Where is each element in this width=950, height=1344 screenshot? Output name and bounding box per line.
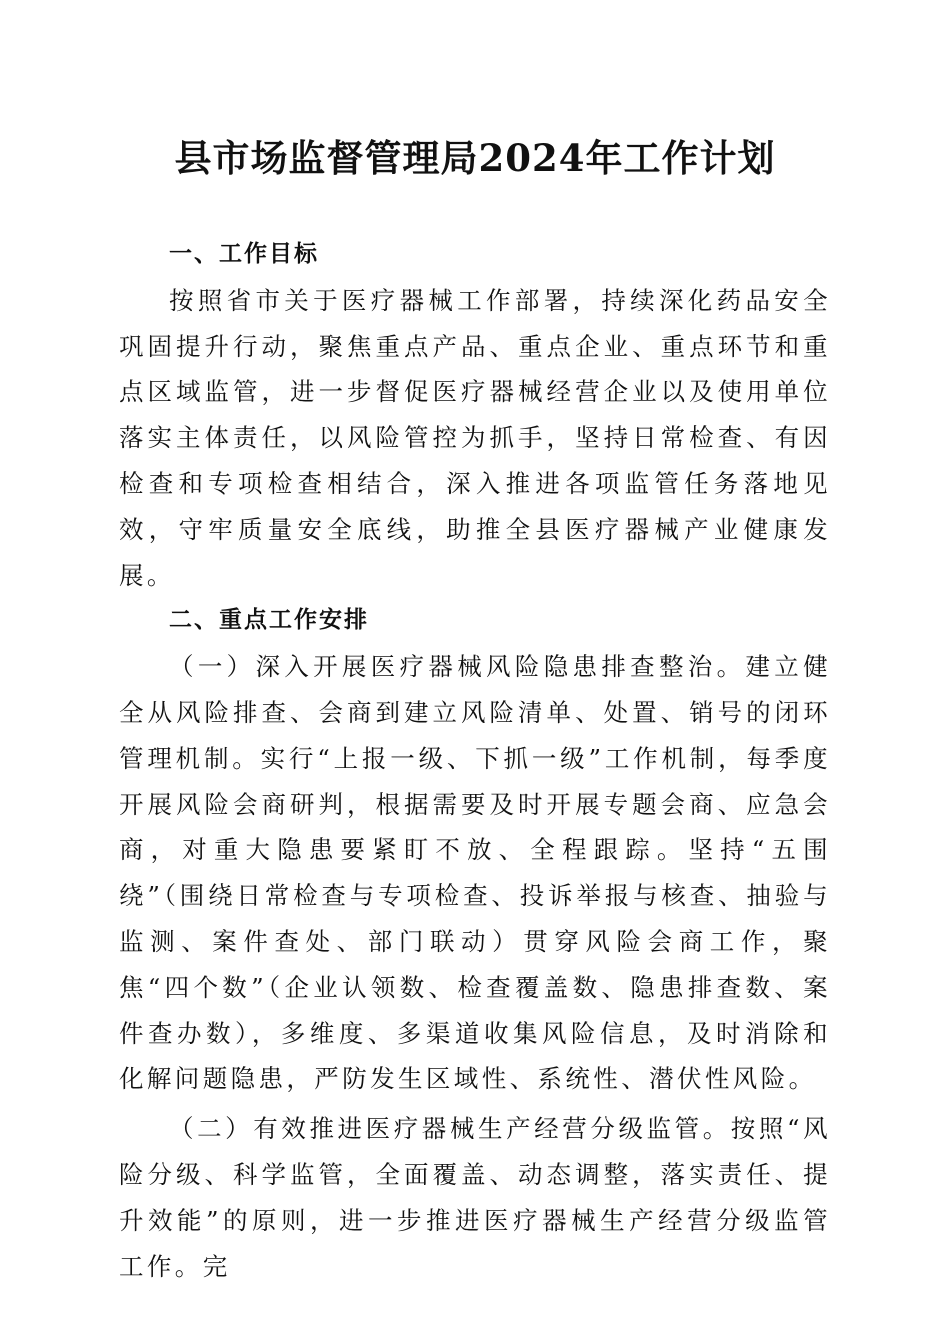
document-title: 县市场监督管理局2024年工作计划 bbox=[174, 136, 776, 180]
paragraph-goals: 按照省市关于医疗器械工作部署，持续深化药品安全巩固提升行动，聚焦重点产品、重点企业、重点环节和重点区域监管，进一步督促医疗器械经营企业以及使用单位落实主体责任，以风险管控为抓手，坚持日常检查、有因检查和专项检查相结合，深入推进各项监管任务落地见效，守牢质量安全底线，助推全县医疗器械产业健康发展。 bbox=[119, 285, 831, 590]
section-heading-key-work: 二、重点工作安排 bbox=[169, 607, 369, 634]
paragraph-graded-supervision: （二）有效推进医疗器械生产经营分级监管。按照“风险分级、科学监管，全面覆盖、动态调整，落实责任、提升效能”的原则，进一步推进医疗器械生产经营分级监管工作。完 bbox=[119, 1114, 831, 1281]
document-body bbox=[119, 232, 831, 1289]
paragraph-risk-screening: （一）深入开展医疗器械风险隐患排查整治。建立健全从风险排查、会商到建立风险清单、处置、销号的闭环管理机制。实行“上报一级、下抓一级”工作机制，每季度开展风险会商研判，根据需要及时开展专题会商、应急会商，对重大隐患要紧盯不放、全程跟踪。坚持“五围绕”（围绕日常检查与专项检查、投诉举报与核查、抽验与监测、案件查处、部门联动）贯穿风险会商工作，聚焦“四个数”（企业认领数、检查覆盖数、隐患排查数、案件查办数），多维度、多渠道收集风险信息，及时消除和化解问题隐患，严防发生区域性、系统性、潜伏性风险。 bbox=[119, 652, 831, 1094]
section-heading-goals: 一、工作目标 bbox=[169, 241, 319, 267]
